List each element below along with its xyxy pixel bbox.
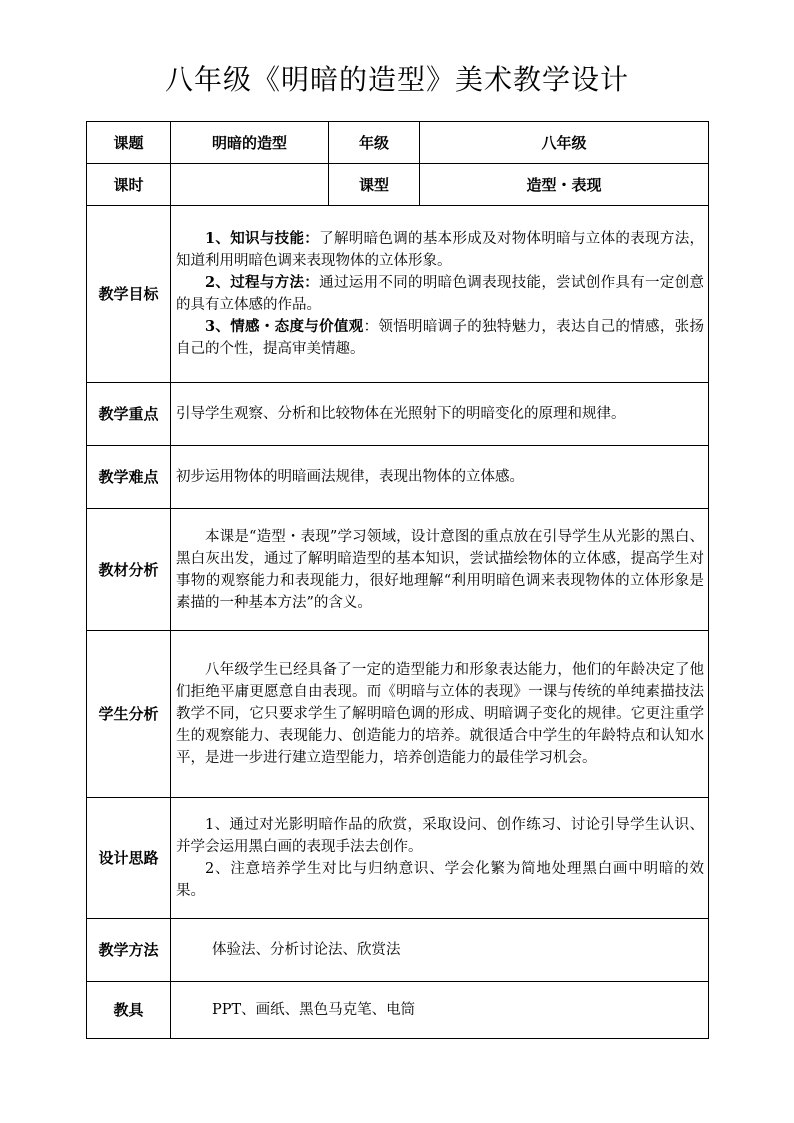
objectives-label: 教学目标 <box>87 206 171 383</box>
objective-head: 2、过程与方法： <box>205 274 320 291</box>
type-label: 课型 <box>329 164 420 206</box>
objective-text: 通过运用不同的明暗色调表现技能，尝试创作具有一定创意的具有立体感的作品。 <box>176 275 705 313</box>
objective-item <box>176 316 704 360</box>
topic-value: 明暗的造型 <box>171 122 329 164</box>
row-methods <box>87 919 709 982</box>
row-student-analysis <box>87 631 709 798</box>
grade-value: 八年级 <box>420 122 709 164</box>
topic-label: 课题 <box>87 122 171 164</box>
row-difficulties <box>87 446 709 509</box>
key-points-label: 教学重点 <box>87 383 171 446</box>
difficulties-label: 教学难点 <box>87 446 171 509</box>
material-analysis-label: 教材分析 <box>87 509 171 631</box>
material-analysis-text: 本课是“造型・表现”学习领域，设计意图的重点放在引导学生从光影的黑白、黑白灰出发，通过了解明暗造型的基本知识，尝试描绘物体的立体感，提高学生对事物的观察能力和表现能力，很好地理解“利用明暗色调来表现物体的立体形象是素描的一种基本方法”的含义。 <box>176 528 704 611</box>
lesson-plan-table <box>86 121 709 1039</box>
objective-item <box>176 272 704 316</box>
design-idea-item: 2、注意培养学生对比与归纳意识、学会化繁为简地处理黑白画中明暗的效果。 <box>176 861 704 899</box>
objectives-content <box>171 206 709 383</box>
tools-cell <box>171 982 709 1039</box>
tools-text: PPT、画纸、黑色马克笔、电筒 <box>212 1002 416 1018</box>
design-ideas-cell <box>171 798 709 919</box>
material-analysis-cell <box>171 509 709 631</box>
methods-label: 教学方法 <box>87 919 171 982</box>
hours-value <box>171 164 329 206</box>
methods-text: 体验法、分析讨论法、欣赏法 <box>212 942 401 958</box>
type-value: 造型・表现 <box>420 164 709 206</box>
student-analysis-label: 学生分析 <box>87 631 171 798</box>
row-hours <box>87 164 709 206</box>
key-points-text: 引导学生观察、分析和比较物体在光照射下的明暗变化的原理和规律。 <box>171 383 709 446</box>
row-objectives <box>87 206 709 383</box>
row-topic <box>87 122 709 164</box>
row-tools <box>87 982 709 1039</box>
objective-text: ：领悟明暗调子的独特魅力，表达自己的情感，张扬自己的个性，提高审美情趣。 <box>176 319 704 357</box>
design-idea-item: 1、通过对光影明暗作品的欣赏，采取设问、创作练习、讨论引导学生认识、并学会运用黑白画的表现手法去创作。 <box>176 817 704 855</box>
row-key-points <box>87 383 709 446</box>
row-material-analysis <box>87 509 709 631</box>
objective-head: 3、情感・态度与价值观 <box>205 318 364 335</box>
design-ideas-label: 设计思路 <box>87 798 171 919</box>
grade-label: 年级 <box>329 122 420 164</box>
methods-cell <box>171 919 709 982</box>
hours-label: 课时 <box>87 164 171 206</box>
row-design-ideas <box>87 798 709 919</box>
objective-text: 了解明暗色调的基本形成及对物体明暗与立体的表现方法，知道利用明暗色调来表现物体的立体形象。 <box>176 231 705 269</box>
difficulties-text: 初步运用物体的明暗画法规律，表现出物体的立体感。 <box>171 446 709 509</box>
objective-item <box>176 228 704 272</box>
student-analysis-cell <box>171 631 709 798</box>
objective-head: 1、知识与技能： <box>205 230 320 247</box>
tools-label: 教具 <box>87 982 171 1039</box>
student-analysis-text: 八年级学生已经具备了一定的造型能力和形象表达能力，他们的年龄决定了他们拒绝平庸更愿意自由表现。而《明暗与立体的表现》一课与传统的单纯素描技法教学不同，它只要求学生了解明暗色调的形成、明暗调子变化的规律。它更注重学生的观察能力、表现能力、创造能力的培养。就很适合中学生的年龄特点和认知水平，是进一步进行建立造型能力，培养创造能力的最佳学习机会。 <box>176 662 704 766</box>
document-title: 八年级《明暗的造型》美术教学设计 <box>164 63 629 96</box>
